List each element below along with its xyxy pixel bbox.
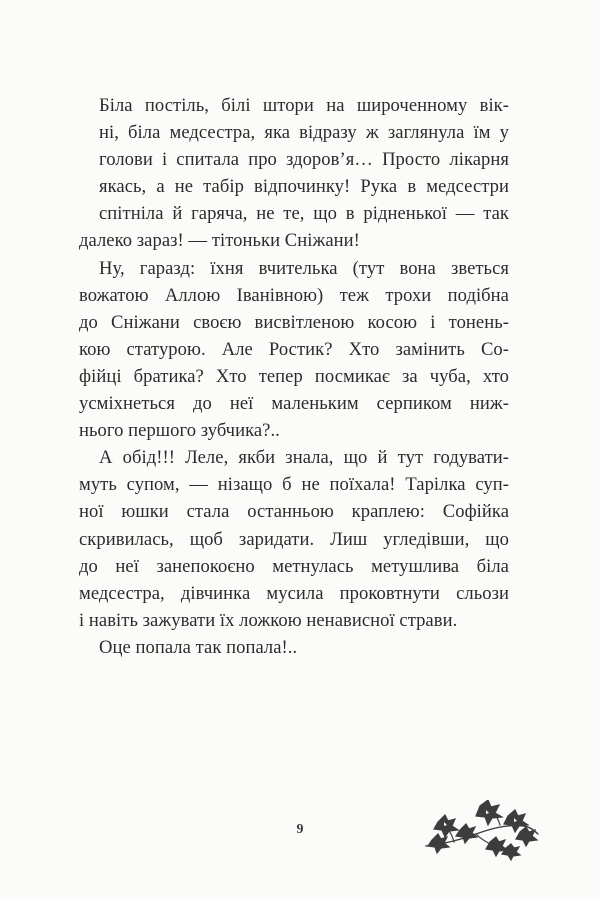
text-line: голови і спитала про здоров’я… Просто лікарня [99,149,509,171]
text-line: кою статурою. Але Ростик? Хто замінить Со- [79,338,509,360]
text-line: А обід!!! Леле, якби знала, що й тут годувати- [99,447,509,469]
text-line: до Сніжани своєю висвітленою косою і тонень- [79,311,509,333]
ivy-vine-icon [424,800,540,862]
text-line: Ну, гаразд: їхня вчителька (тут вона зветься [99,257,509,279]
paragraph-3 [79,444,509,634]
paragraph-2 [79,255,509,445]
text-line: Оце попала так попала!.. [99,636,298,658]
text-line: медсестра, дівчинка мусила проковтнути сльози [79,582,509,604]
page-number: 9 [296,822,304,837]
text-line: ні, біла медсестра, яка відразу ж заглянула їм у [99,122,509,144]
text-line: ної юшки стала останньою краплею: Софійка [79,501,509,523]
paragraph-4 [99,634,509,661]
text-line: Біла постіль, білі штори на широченному вік- [99,95,509,116]
body-text [79,92,509,661]
text-line: далеко зараз! — тітоньки Сніжани! [79,230,360,252]
text-line: вожатою Аллою Іванівною) теж трохи подібна [79,284,509,306]
text-line: нього першого зубчика?.. [79,420,280,442]
text-line: і навіть зажувати їх ложкою ненависної страви. [79,609,458,631]
text-line: якась, а не табір відпочинку! Рука в медсестри [99,176,509,198]
text-line: скривилась, щоб заридати. Лиш угледівши, що [79,528,509,550]
paragraph-1 [79,92,509,255]
text-line: усміхнеться до неї маленьким серпиком ниж- [79,393,509,415]
text-line: муть супом, — нізащо б не поїхала! Тарілка суп- [79,474,509,496]
text-line: до неї занепокоєно метнулась метушлива біла [79,555,509,577]
text-line: фійці братика? Хто тепер посмикає за чуба, хто [79,365,509,387]
text-line: спітніла й гаряча, не те, що в рідненької — так [99,203,509,225]
